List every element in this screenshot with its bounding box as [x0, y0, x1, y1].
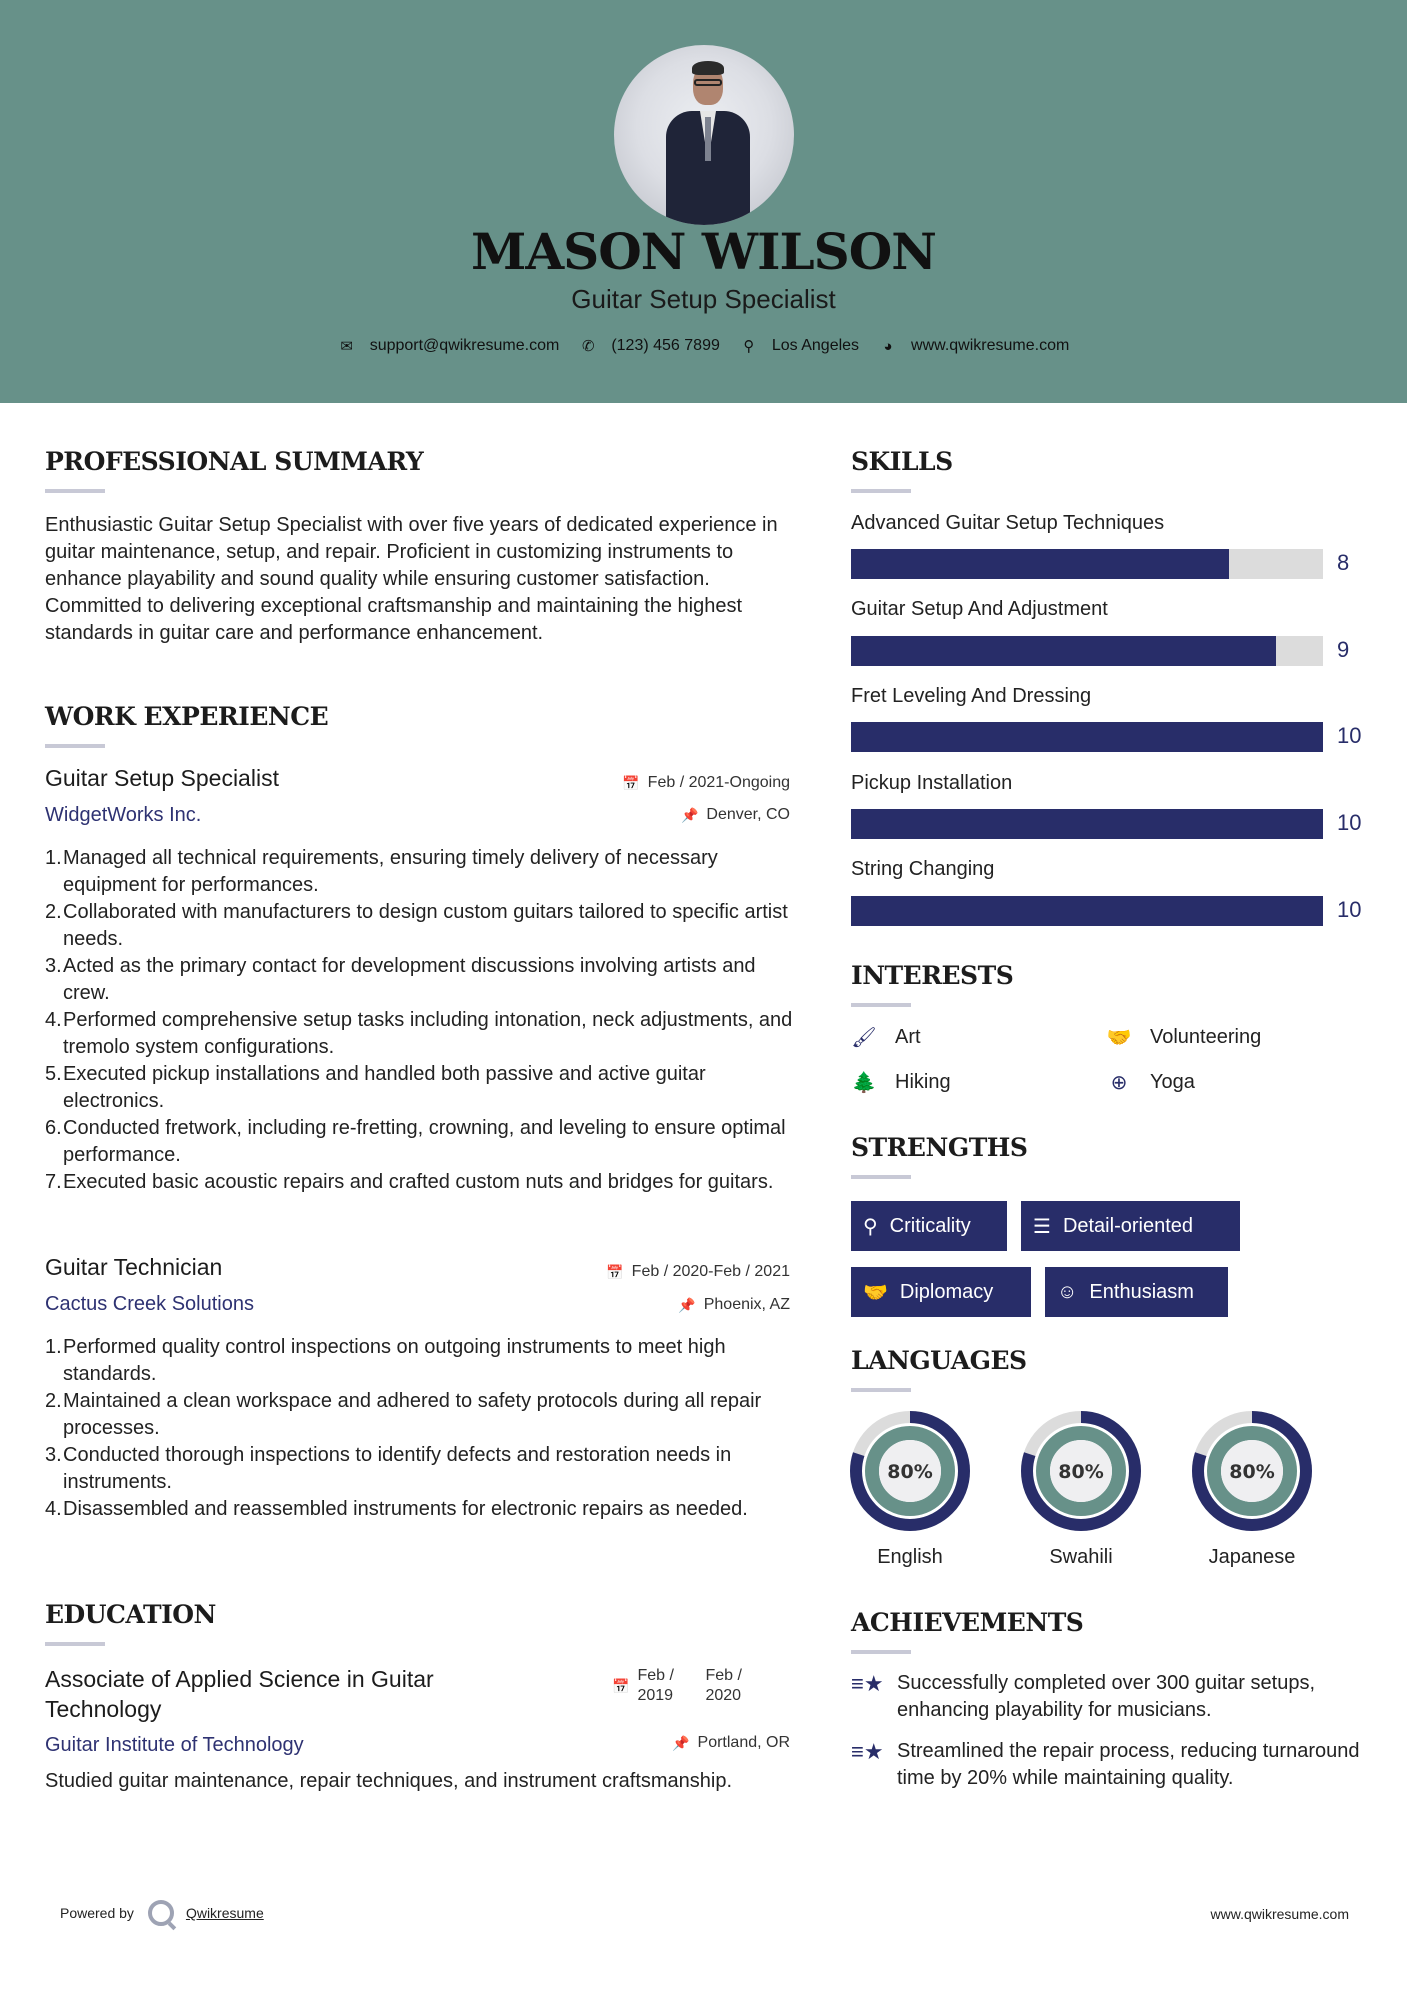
contact-phone[interactable]: [579, 337, 720, 355]
handshake-icon: 🤝: [1106, 1027, 1132, 1049]
paintbrush-icon: 🖌: [851, 1027, 877, 1049]
strength-chip: [851, 1267, 1031, 1317]
strength-chip: [1021, 1201, 1240, 1251]
school-name: Guitar Institute of Technology: [45, 1734, 304, 1756]
achievements-underline: [851, 1650, 911, 1654]
languages-underline: [851, 1388, 911, 1392]
contact-email[interactable]: [338, 337, 560, 355]
calendar-icon: 📅: [622, 774, 640, 791]
job-location: [540, 806, 790, 824]
achievements-heading: ACHIEVEMENTS: [851, 1608, 1084, 1637]
life-ring-icon: ⊕: [1110, 1072, 1128, 1094]
pushpin-icon: 📌: [678, 1296, 696, 1313]
interest-label: Yoga: [1150, 1071, 1195, 1093]
language-label: Swahili: [1049, 1546, 1113, 1568]
calendar-icon: 📅: [606, 1263, 624, 1280]
list-icon: ☰: [1033, 1215, 1051, 1238]
skill-bar-fill: [851, 722, 1323, 752]
footer-powered-by: [60, 1900, 264, 1926]
photo-tie: [705, 117, 711, 161]
candidate-name: MASON WILSON: [471, 222, 936, 281]
degree-title: Associate of Applied Science in Guitar Technology: [45, 1666, 434, 1722]
list-item: 1. Performed quality control inspections on outgoing instruments to meet high standards.: [45, 1336, 726, 1385]
website-text: www.qwikresume.com: [911, 337, 1070, 354]
footer-website[interactable]: www.qwikresume.com: [1210, 1906, 1349, 1922]
list-item: 5. Executed pickup installations and handled both passive and active guitar electronics.: [45, 1063, 706, 1112]
interest-art: [851, 1025, 921, 1050]
interests-underline: [851, 1003, 911, 1007]
skill-label: Fret Leveling And Dressing: [851, 685, 1092, 707]
calendar-icon: 📅: [612, 1678, 630, 1694]
skill-value: 8: [1337, 550, 1350, 575]
shooting-star-icon: ≡★: [851, 1739, 884, 1764]
strength-label: Criticality: [889, 1214, 971, 1237]
skill-label: Pickup Installation: [851, 772, 1013, 794]
strength-label: Detail-oriented: [1062, 1214, 1194, 1237]
strengths-heading: STRENGTHS: [851, 1133, 1028, 1162]
experience-heading: WORK EXPERIENCE: [45, 702, 329, 731]
strength-label: Enthusiasm: [1089, 1280, 1194, 1303]
powered-by-text: Powered by: [60, 1905, 134, 1921]
interest-label: Art: [895, 1026, 921, 1048]
handshake-icon: 🤝: [863, 1281, 888, 1304]
experience-underline: [45, 744, 105, 748]
skill-bar: [851, 636, 1323, 666]
interest-hiking: [851, 1070, 951, 1095]
job-dates: [540, 774, 790, 792]
job-title: Guitar Technician: [45, 1254, 223, 1280]
skill-bar-fill: [851, 636, 1276, 666]
education-heading: EDUCATION: [45, 1600, 216, 1629]
skills-heading: SKILLS: [851, 447, 953, 476]
contact-website[interactable]: [879, 337, 1069, 355]
education-underline: [45, 1642, 105, 1646]
phone-icon: ✆: [582, 338, 595, 355]
photo-glasses: [694, 79, 722, 86]
list-item: 3. Conducted thorough inspections to identify defects and restoration needs in instruments.: [45, 1444, 732, 1493]
skill-bar: [851, 549, 1323, 579]
language-donut: [1020, 1410, 1142, 1532]
summary-heading: PROFESSIONAL SUMMARY: [45, 447, 424, 476]
phone-text: (123) 456 7899: [611, 337, 720, 354]
summary-text: Enthusiastic Guitar Setup Specialist with over five years of dedicated experience in guitar maintenance, setup, and repair. Proficient in customizing instruments to enhance playability and sound quality while ensuring customer satisfaction. Committed to delivering exceptional craftsmanship and maintaining the highest standards in guitar care and performance enhancement.: [45, 514, 778, 644]
profile-photo: [614, 45, 794, 225]
list-item: 4. Performed comprehensive setup tasks including intonation, neck adjustments, and tremolo system configurations.: [45, 1009, 793, 1058]
strength-chip: [1045, 1267, 1228, 1317]
search-icon: ⚲: [863, 1215, 878, 1238]
skills-underline: [851, 489, 911, 493]
summary-underline: [45, 489, 105, 493]
skill-label: Guitar Setup And Adjustment: [851, 598, 1108, 620]
tree-icon: 🌲: [851, 1072, 877, 1094]
skill-label: String Changing: [851, 858, 995, 880]
skill-value: 9: [1337, 637, 1350, 662]
map-pin-icon: ⚲: [743, 338, 755, 355]
list-item: 6. Conducted fretwork, including re-fretting, crowning, and leveling to ensure optimal performance.: [45, 1117, 786, 1166]
svg-text:80%: 80%: [1229, 1461, 1275, 1483]
education-description: Studied guitar maintenance, repair techniques, and instrument craftsmanship.: [45, 1770, 733, 1792]
list-item: 2. Collaborated with manufacturers to design custom guitars tailored to specific artist needs.: [45, 901, 788, 950]
interests-heading: INTERESTS: [851, 961, 1014, 990]
list-item: 7. Executed basic acoustic repairs and crafted custom nuts and bridges for guitars.: [45, 1171, 774, 1193]
globe-icon: ◕: [883, 337, 893, 355]
company-name: WidgetWorks Inc.: [45, 804, 202, 826]
location-text: Los Angeles: [771, 337, 860, 354]
interest-label: Hiking: [895, 1071, 951, 1093]
strength-chip: [851, 1201, 1007, 1251]
skill-bar: [851, 722, 1323, 752]
photo-hair: [692, 61, 724, 75]
strength-label: Diplomacy: [899, 1280, 994, 1303]
brand-link[interactable]: Qwikresume: [185, 1905, 264, 1921]
skill-label: Advanced Guitar Setup Techniques: [851, 512, 1165, 534]
resume-header: [0, 0, 1407, 403]
achievement-item: [851, 1738, 1361, 1792]
smile-icon: ☺: [1057, 1280, 1078, 1303]
pushpin-icon: 📌: [680, 806, 699, 823]
shooting-star-icon: ≡★: [851, 1671, 884, 1696]
job-title: Guitar Setup Specialist: [45, 765, 279, 791]
job-location: [540, 1296, 790, 1314]
language-label: Japanese: [1208, 1546, 1296, 1568]
education-location-text: Portland, OR: [697, 1734, 790, 1751]
list-item: 2. Maintained a clean workspace and adhered to safety protocols during all repair processes.: [45, 1390, 762, 1439]
list-item: 4. Disassembled and reassembled instruments for electronic repairs as needed.: [45, 1498, 748, 1520]
language-donut: [849, 1410, 971, 1532]
envelope-icon: ✉: [340, 338, 353, 355]
contact-row: [0, 337, 1407, 355]
job-responsibilities: [45, 1334, 795, 1523]
date-end: Feb / 2020: [705, 1667, 742, 1704]
candidate-title: Guitar Setup Specialist: [571, 284, 836, 314]
interest-volunteering: [1106, 1025, 1261, 1050]
job-responsibilities: [45, 845, 795, 1196]
skill-value: 10: [1337, 810, 1362, 835]
list-item: 1. Managed all technical requirements, ensuring timely delivery of necessary equipment for performances.: [45, 847, 718, 896]
job-dates-text: Feb / 2021-Ongoing: [647, 774, 790, 791]
skill-bar-fill: [851, 809, 1323, 839]
interest-label: Volunteering: [1150, 1026, 1262, 1048]
job-dates-text: Feb / 2020-Feb / 2021: [631, 1263, 790, 1280]
svg-text:80%: 80%: [887, 1461, 933, 1483]
svg-text:80%: 80%: [1058, 1461, 1104, 1483]
skill-bar-fill: [851, 896, 1323, 926]
date-start: Feb / 2019: [637, 1667, 674, 1704]
languages-heading: LANGUAGES: [851, 1346, 1027, 1375]
qwikresume-logo-icon: [148, 1900, 174, 1926]
skill-bar: [851, 896, 1323, 926]
achievement-text: Streamlined the repair process, reducing turnaround time by 20% while maintaining quality.: [897, 1740, 1360, 1789]
strengths-underline: [851, 1175, 911, 1179]
job-dates: [540, 1263, 790, 1281]
skill-bar-fill: [851, 549, 1229, 579]
skill-value: 10: [1337, 723, 1362, 748]
skill-bar: [851, 809, 1323, 839]
achievement-item: [851, 1670, 1361, 1724]
language-label: English: [877, 1546, 943, 1568]
company-name: Cactus Creek Solutions: [45, 1293, 254, 1315]
interest-yoga: [1106, 1070, 1195, 1095]
email-text: support@qwikresume.com: [369, 337, 560, 354]
language-donut: [1191, 1410, 1313, 1532]
pushpin-icon: 📌: [672, 1734, 690, 1751]
list-item: 3. Acted as the primary contact for development discussions involving artists and crew.: [45, 955, 756, 1004]
contact-location: [740, 337, 859, 355]
job-location-text: Denver, CO: [706, 806, 790, 823]
job-location-text: Phoenix, AZ: [703, 1296, 790, 1313]
education-location: [540, 1734, 790, 1752]
skill-value: 10: [1337, 897, 1362, 922]
achievement-text: Successfully completed over 300 guitar setups, enhancing playability for musicians.: [897, 1672, 1315, 1721]
education-dates: [612, 1666, 759, 1706]
